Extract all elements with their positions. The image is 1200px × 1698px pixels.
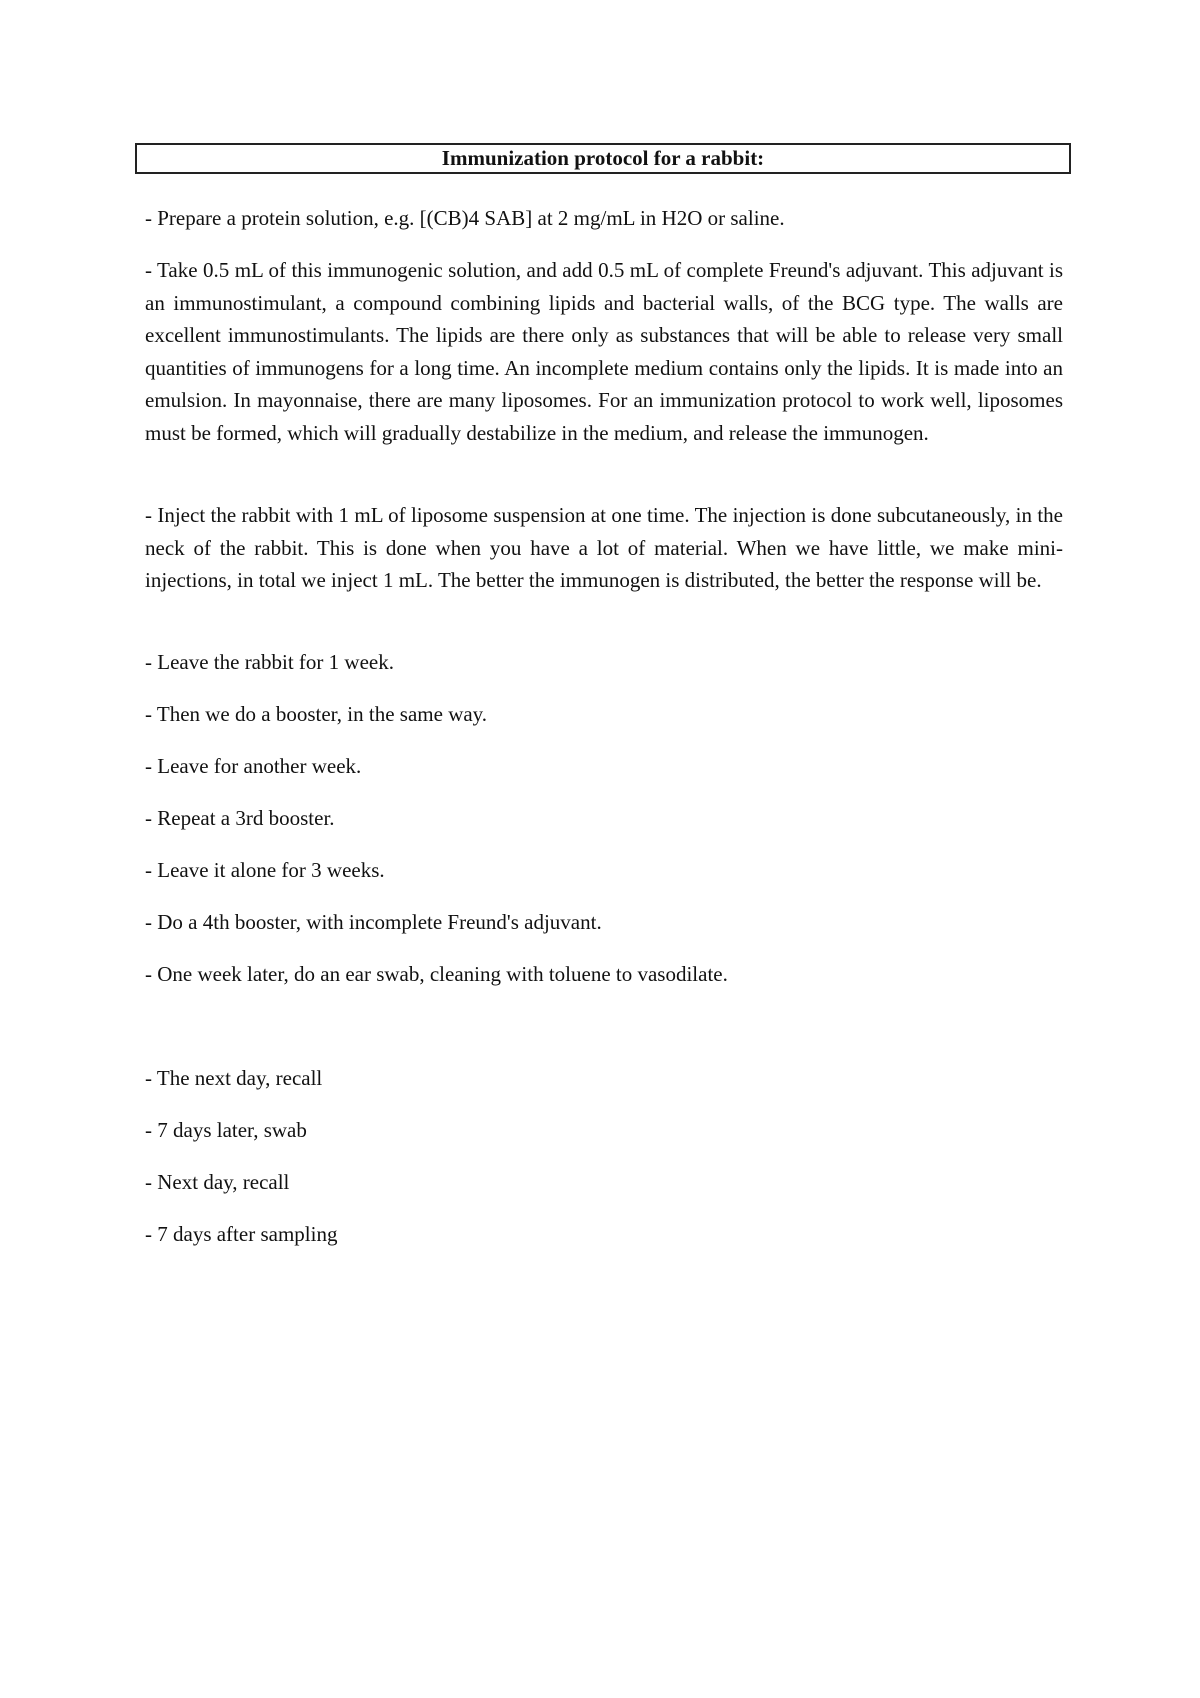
schedule-next-day-recall: - The next day, recall <box>145 1066 323 1090</box>
step-leave-1-week: - Leave the rabbit for 1 week. <box>145 650 394 674</box>
step-4th-booster: - Do a 4th booster, with incomplete Freund's adjuvant. <box>145 910 602 934</box>
step-3rd-booster: - Repeat a 3rd booster. <box>145 806 335 830</box>
step-booster: - Then we do a booster, in the same way. <box>145 702 488 726</box>
schedule-7-days-swab: - 7 days later, swab <box>145 1118 307 1142</box>
paragraph-adjuvant: - Take 0.5 mL of this immunogenic solution, and add 0.5 mL of complete Freund's adjuvant. This adjuvant is an immunostimulant, a compound combining lipids and bacterial walls, of the BCG type. The walls are excellent immunostimulants. The lipids are there only as substances that will be able to release very small quantities of immunogens for a long time. An incomplete medium contains only the lipids. It is made into an emulsion. In mayonnaise, there are many liposomes. For an immunization protocol to work well, liposomes must be formed, which will gradually destabilize in the medium, and release the immunogen. <box>145 258 1063 445</box>
schedule-next-day-recall-2: - Next day, recall <box>145 1170 290 1194</box>
step-leave-3-weeks: - Leave it alone for 3 weeks. <box>145 858 385 882</box>
step-ear-swab: - One week later, do an ear swab, cleaning with toluene to vasodilate. <box>145 962 728 986</box>
step-leave-another-week: - Leave for another week. <box>145 754 362 778</box>
paragraph-prepare-solution: - Prepare a protein solution, e.g. [(CB)4 SAB] at 2 mg/mL in H2O or saline. <box>145 206 785 230</box>
title-box <box>135 143 1071 174</box>
paragraph-injection: - Inject the rabbit with 1 mL of liposome suspension at one time. The injection is done subcutaneously, in the neck of the rabbit. This is done when you have a lot of material. When we have little, we make mini-injections, in total we inject 1 mL. The better the immunogen is distributed, the better the response will be. <box>145 503 1063 592</box>
document-title: Immunization protocol for a rabbit: <box>441 146 765 170</box>
schedule-7-days-after-sampling: - 7 days after sampling <box>145 1222 338 1246</box>
